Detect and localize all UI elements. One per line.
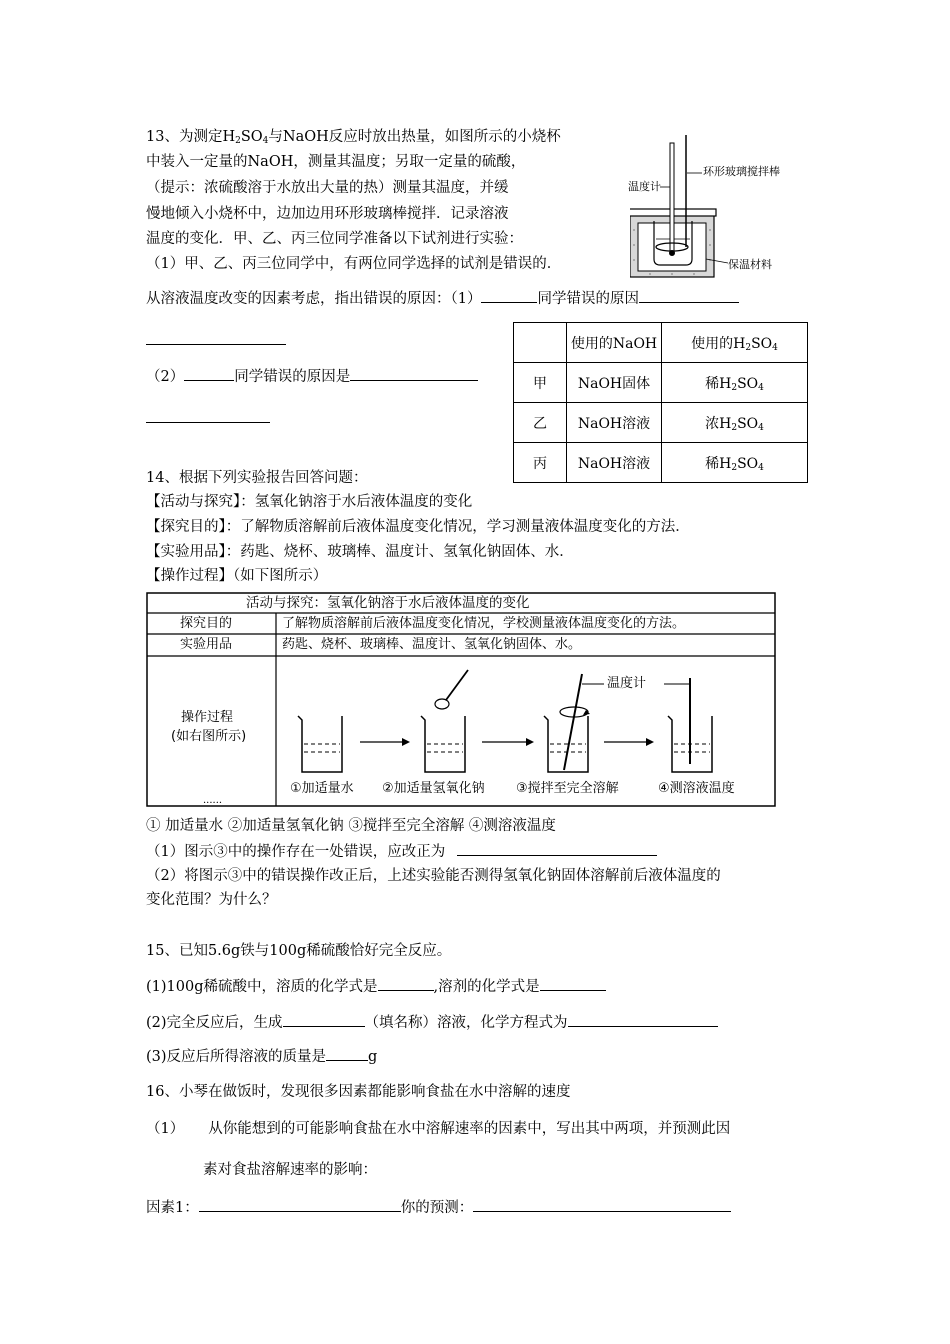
fig-thermo-label: 温度计 [607, 676, 647, 691]
blank-student-2[interactable] [184, 366, 234, 381]
q13-line-1-c: 与NaOH反应时放出热量，如图所示的小烧杯 [268, 129, 561, 145]
q13-line-2: 中装入一定量的NaOH，测量其温度；另取一定量的硫酸， [146, 154, 526, 170]
fig-step-3: ③搅拌至完全溶解 [516, 781, 619, 796]
row-acid-a: 浓H [705, 415, 732, 432]
q13-line-1-a: 13、为测定H [146, 129, 236, 145]
row-name: 丙 [514, 443, 567, 483]
q16-line-2-b: 从你能想到的可能影响食盐在水中溶解速率的因素中，写出其中两项，并预测此因 [208, 1121, 731, 1137]
q14-sub-2-b: 变化范围？为什么？ [146, 892, 277, 908]
row-acid-b: SO [737, 455, 759, 472]
blank-mass[interactable] [326, 1046, 368, 1061]
q15-line-2-a: (1)100g稀硫酸中，溶质的化学式是 [146, 979, 378, 995]
header-h2so4-b: SO [751, 335, 773, 352]
fig-title: 活动与探究：氢氧化钠溶于水后液体温度的变化 [246, 595, 530, 611]
row-name: 甲 [514, 363, 567, 403]
fig-r3-label-2: (如右图所示) [171, 729, 247, 744]
q14-line-1: 14、根据下列实验报告回答问题： [146, 470, 368, 486]
q15-line-3-b: （填名称）溶液，化学方程式为 [364, 1015, 568, 1031]
blank-correction[interactable] [457, 841, 657, 856]
q14-line-5: 【操作过程】（如下图所示） [146, 568, 328, 584]
table-row [514, 443, 808, 483]
table-header-naoh: 使用的NaOH [567, 323, 662, 363]
row-naoh: NaOH溶液 [567, 403, 662, 443]
blank-reason-2[interactable] [350, 366, 478, 381]
q13-line-4: 慢地倾入小烧杯中，边加边用环形玻璃棒搅拌．记录溶液 [146, 206, 509, 222]
q13-line-9 [146, 366, 478, 387]
q16-line-3: 素对食盐溶解速率的影响： [203, 1162, 377, 1178]
table-row [514, 403, 808, 443]
blank-reason-1[interactable] [639, 288, 739, 303]
q15-line-2-b: ,溶剂的化学式是 [433, 979, 540, 995]
row-acid-b: SO [737, 415, 759, 432]
blank-student-1[interactable] [481, 288, 537, 303]
fig-step-2: ②加适量氢氧化钠 [382, 781, 485, 796]
q14-sub-1-text: （1）图示③中的操作存在一处错误，应改正为 [146, 844, 446, 860]
label-stirrer: 环形玻璃搅拌棒 [703, 165, 780, 178]
q13-line-5: 温度的变化．甲、乙、丙三位同学准备以下试剂进行实验： [146, 231, 523, 247]
blank-reason-1-cont[interactable] [146, 344, 286, 345]
row-acid-b: SO [737, 375, 759, 392]
calorimeter-drawing [630, 135, 800, 280]
q15-line-3 [146, 1012, 718, 1033]
reagent-table [513, 322, 808, 483]
blank-product-name[interactable] [283, 1012, 365, 1027]
row-name: 乙 [514, 403, 567, 443]
q15-line-4 [146, 1046, 377, 1067]
fig-r3-label-1: 操作过程 [181, 710, 234, 725]
row-naoh: NaOH溶液 [567, 443, 662, 483]
q16-line-2-a: （1） [146, 1121, 185, 1137]
row-acid [662, 403, 808, 443]
header-h2so4-a: 使用的H [691, 335, 746, 352]
blank-factor-1[interactable] [199, 1197, 401, 1212]
q14-line-4: 【实验用品】：药匙、烧杯、玻璃棒、温度计、氢氧化钠固体、水． [146, 544, 574, 560]
q13-line-9-b: 同学错误的原因是 [234, 369, 351, 385]
q14-sub-2-a: （2）将图示③中的错误操作改正后，上述实验能否测得氢氧化钠固体溶解前后液体温度的 [146, 868, 721, 884]
blank-equation[interactable] [568, 1012, 718, 1027]
blank-reason-2-cont[interactable] [146, 422, 270, 423]
q16-line-2 [146, 1119, 730, 1139]
row-acid [662, 363, 808, 403]
q13-line-6: （1）甲、乙、丙三位同学中，有两位同学选择的试剂是错误的． [146, 256, 562, 272]
q14-dots: ······ [203, 798, 223, 809]
row-acid-a: 稀H [705, 375, 732, 392]
blank-solvent[interactable] [540, 976, 606, 991]
sub-2: 2 [235, 136, 241, 146]
q13-line-7-a: 从溶液温度改变的因素考虑，指出错误的原因：（1） [146, 291, 482, 307]
label-thermometer: 温度计 [628, 180, 661, 193]
row-acid [662, 443, 808, 483]
sub-2: 2 [731, 422, 738, 433]
q14-steps-line: ① 加适量水 ②加适量氢氧化钠 ③搅拌至完全溶解 ④测溶液温度 [146, 818, 556, 834]
q13-line-1 [146, 127, 561, 147]
sub-4: 4 [772, 342, 778, 353]
q16-line-4 [146, 1197, 731, 1218]
blank-prediction-1[interactable] [473, 1197, 731, 1212]
fig-r1-label: 探究目的 [180, 616, 233, 631]
fig-r2-text: 药匙、烧杯、玻璃棒、温度计、氢氧化钠固体、水。 [282, 637, 582, 652]
q15-line-3-a: (2)完全反应后，生成 [146, 1015, 283, 1031]
fig-step-1: ①加适量水 [290, 781, 354, 796]
blank-solute[interactable] [378, 976, 434, 991]
row-naoh: NaOH固体 [567, 363, 662, 403]
calorimeter-figure [630, 135, 800, 280]
fig-r1-text: 了解物质溶解前后液体温度变化情况，学校测量液体温度变化的方法。 [282, 616, 686, 631]
q15-line-4-b: g [368, 1049, 378, 1065]
sub-4: 4 [758, 382, 764, 393]
sub-4: 4 [262, 136, 269, 146]
q13-line-9-a: （2） [146, 369, 185, 385]
table-header-h2so4 [662, 323, 808, 363]
q15-line-1: 15、已知5.6g铁与100g稀硫酸恰好完全反应。 [146, 943, 452, 959]
fig-step-4: ④测溶液温度 [658, 781, 735, 796]
q14-line-3: 【探究目的】：了解物质溶解前后液体温度变化情况，学习测量液体温度变化的方法． [146, 519, 690, 535]
q16-line-4-b: 你的预测： [400, 1200, 474, 1216]
q15-line-4-a: (3)反应后所得溶液的质量是 [146, 1049, 327, 1065]
sub-2: 2 [731, 382, 738, 393]
sub-2: 2 [745, 342, 752, 353]
row-acid-a: 稀H [705, 455, 732, 472]
q16-line-4-a: 因素1： [146, 1200, 199, 1216]
q13-line-7-b: 同学错误的原因 [537, 291, 639, 307]
table-header-row [514, 323, 808, 363]
q13-line-7 [146, 288, 739, 309]
q15-line-2 [146, 976, 606, 997]
fig-r2-label: 实验用品 [180, 637, 233, 652]
q13-line-3: （提示：浓硫酸溶于水放出大量的热）测量其温度，并缓 [146, 180, 509, 196]
q16-line-1: 16、小琴在做饭时，发现很多因素都能影响食盐在水中溶解的速度 [146, 1084, 571, 1100]
sub-2: 2 [731, 462, 738, 473]
q13-line-1-b: SO [240, 129, 263, 145]
table-header-empty [514, 323, 567, 363]
experiment-figure [146, 592, 776, 807]
q14-line-2: 【活动与探究】：氢氧化钠溶于水后液体温度的变化 [146, 494, 473, 510]
sub-4: 4 [758, 462, 764, 473]
table-row [514, 363, 808, 403]
q14-sub-1 [146, 841, 657, 862]
label-insulation: 保温材料 [728, 258, 772, 271]
sub-4: 4 [758, 422, 764, 433]
